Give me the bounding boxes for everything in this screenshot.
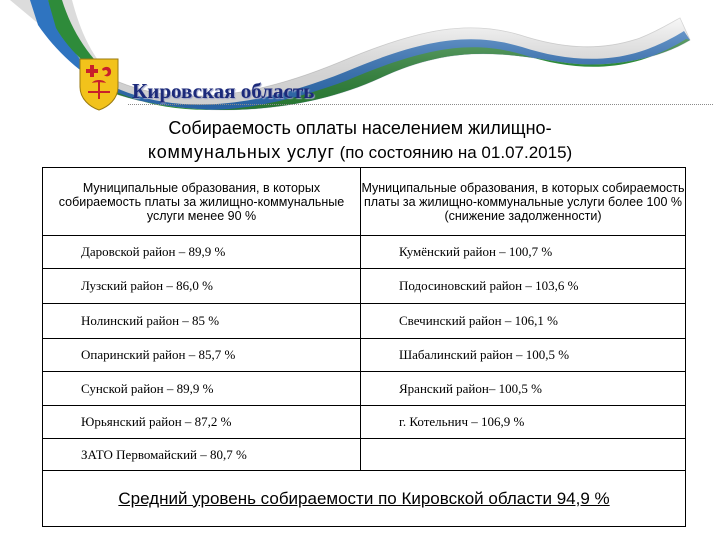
table-cell: Сунской район – 89,9 % <box>43 372 361 406</box>
table-cell: Шабалинский район – 100,5 % <box>361 339 686 372</box>
table-row <box>43 372 686 406</box>
table-row <box>43 406 686 439</box>
collection-rate-table <box>42 167 686 527</box>
column-header-below-90: Муниципальные образования, в которых собираемость платы за жилищно-коммунальные услуги менее 90 % <box>43 168 361 236</box>
region-title: Кировская область <box>132 79 315 103</box>
table-cell: Кумёнский район – 100,7 % <box>361 236 686 269</box>
table-row <box>43 339 686 372</box>
table-cell: Свечинский район – 106,1 % <box>361 304 686 339</box>
table-cell: ЗАТО Первомайский – 80,7 % <box>43 439 361 471</box>
slide-title-line2-main: коммунальных услуг <box>147 142 335 162</box>
slide-title-date: (по состоянию на 01.07.2015) <box>334 143 573 162</box>
column-header-above-100: Муниципальные образования, в которых собираемость платы за жилищно-коммунальные услуги более 100 % (снижение задолженности) <box>361 168 686 236</box>
table-row <box>43 304 686 339</box>
table-cell: Яранский район– 100,5 % <box>361 372 686 406</box>
slide-title <box>60 116 660 165</box>
table-cell-empty <box>361 439 686 471</box>
table-cell: Даровской район – 89,9 % <box>43 236 361 269</box>
table-cell: г. Котельнич – 106,9 % <box>361 406 686 439</box>
table-cell: Лузский район – 86,0 % <box>43 269 361 304</box>
average-collection-rate: Средний уровень собираемости по Кировской области 94,9 % <box>43 471 686 527</box>
table-cell: Юрьянский район – 87,2 % <box>43 406 361 439</box>
table-cell: Нолинский район – 85 % <box>43 304 361 339</box>
average-row <box>43 471 686 527</box>
kirov-coat-of-arms-icon <box>76 55 122 111</box>
table-cell: Подосиновский район – 103,6 % <box>361 269 686 304</box>
slide-title-line1: Собираемость оплаты населением жилищно- <box>168 118 552 138</box>
table-row <box>43 269 686 304</box>
slide-title-line2 <box>60 140 660 165</box>
table-row <box>43 439 686 471</box>
table-row <box>43 236 686 269</box>
table-cell: Опаринский район – 85,7 % <box>43 339 361 372</box>
table-header-row <box>43 168 686 236</box>
dotted-divider <box>128 104 713 105</box>
